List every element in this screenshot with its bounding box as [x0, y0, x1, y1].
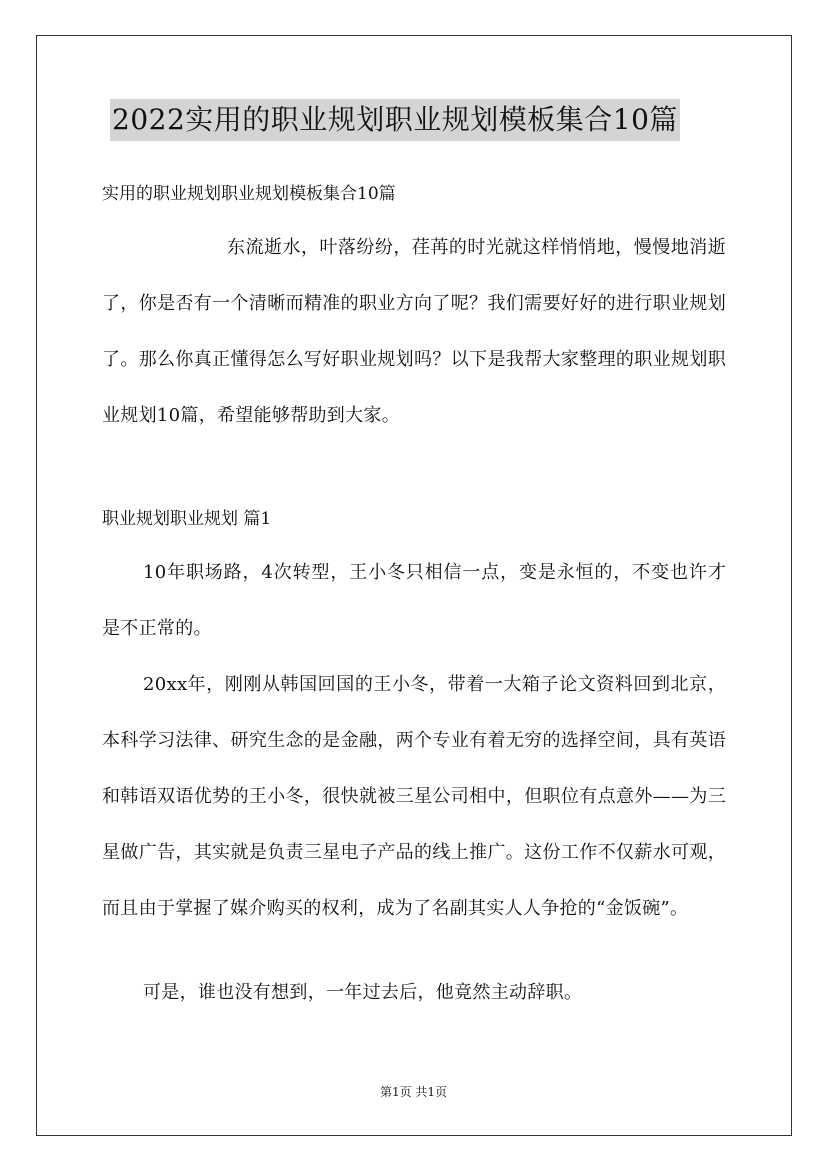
body-paragraph-1: 10年职场路，4次转型，王小冬只相信一点，变是永恒的，不变也许才是不正常的。	[102, 562, 726, 639]
body-paragraph-3: 可是，谁也没有想到，一年过去后，他竟然主动辞职。	[143, 982, 583, 1003]
intro-paragraph: 东流逝水，叶落纷纷，荏苒的时光就这样悄悄地，慢慢地消逝了，你是否有一个清晰而精准的职业方向了呢？我们需要好好的进行职业规划了。那么你真正懂得怎么写好职业规划吗？以下是我帮大家整理的职业规划职业规划10篇，希望能够帮助到大家。	[102, 237, 726, 426]
document-subtitle: 实用的职业规划职业规划模板集合10篇	[102, 184, 396, 204]
body-paragraph-2: 20xx年，刚刚从韩国回国的王小冬，带着一大箱子论文资料回到北京，本科学习法律、研究生念的是金融，两个专业有着无穷的选择空间，具有英语和韩语双语优势的王小冬，很快就被三星公司相中，但职位有点意外——为三星做广告，其实就是负责三星电子产品的线上推广。这份工作不仅薪水可观，而且由于掌握了媒介购买的权利，成为了名副其实人人争抢的“金饭碗”。	[102, 674, 726, 919]
page-footer: 第1页 共1页	[379, 1085, 448, 1099]
section-heading: 职业规划职业规划 篇1	[102, 509, 272, 529]
document-title: 2022实用的职业规划职业规划模板集合10篇	[110, 99, 680, 141]
